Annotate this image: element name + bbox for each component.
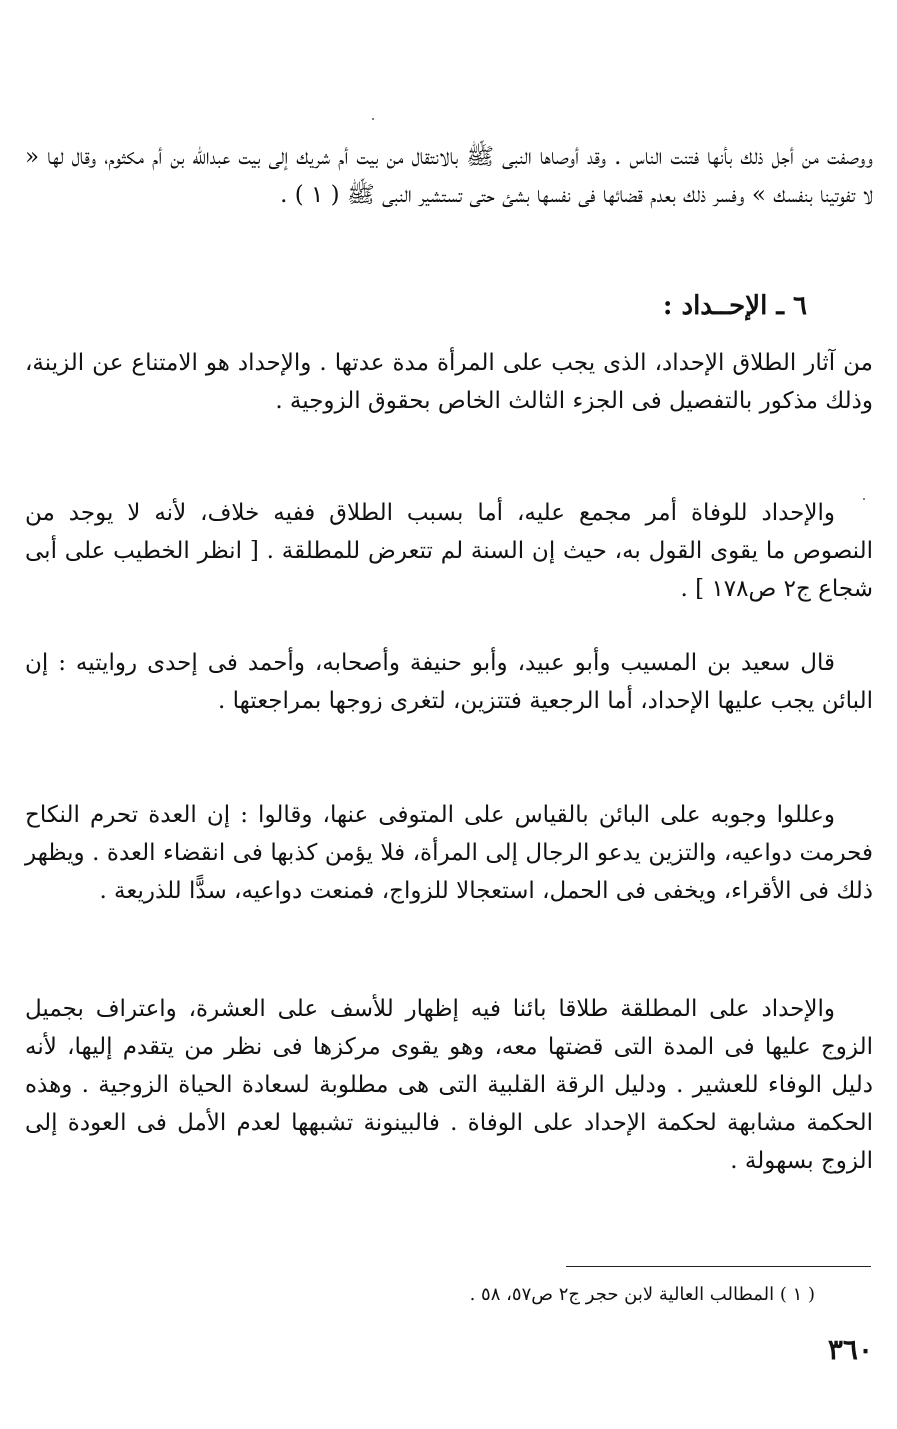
footnote-divider (566, 1266, 871, 1267)
section-heading: ٦ ـ الإحــداد : (662, 291, 807, 321)
paragraph-divorce-mourning: والإحداد للوفاة أمر مجمع عليه، أما بسبب الطلاق ففيه خلاف، لأنه لا يوجد من النصوص ما يقوى القول به، حيث إن السنة لم تتعرض للمطلقة . [ انظر الخطيب على أبى شجاع ج٢ ص١٧٨ ] . (25, 500, 873, 602)
page-number: ٣٦٠ (827, 1333, 873, 1366)
paragraph-scholars-opinion: قال سعيد بن المسيب وأبو عبيد، وأبو حنيفة وأصحابه، وأحمد فى إحدى روايتيه : إن البائن يجب عليها الإحداد، أما الرجعية فتتزين، لتغرى زوجها بمراجعتها . (25, 650, 873, 714)
paragraph-wisdom: والإحداد على المطلقة طلاقا بائنا فيه إظهار للأسف على العشرة، واعتراف بجميل الزوج عليها فى المدة التى قضتها معه، وهو يقوى مركزها فى نظر من يتقدم إليها، لأنه دليل الوفاء للعشير . ودليل الرقة القلبية التى هى مطلوبة لسعادة الحياة الزوجية . وهذه الحكمة مشابهة لحكمة الإحداد على الوفاة . فالبينونة تشبهها لعدم الأمل فى العودة إلى الزوج بسهولة . (25, 996, 873, 1174)
paragraph-intro: ووصفت من أجل ذلك بأنها فتنت الناس . وقد أوصاها النبى ﷺ بالانتقال من بيت أم شريك إلى بيت عبدالله بن أم مكثوم، وقال لها « لا تفوتينا بنفسك » وفسر ذلك بعدم قضائها فى نفسها بشئ حتى تستشير النبى ﷺ ( ١ ) . (25, 144, 873, 208)
footnote: ( ١ ) المطالب العالية لابن حجر ج٢ ص٥٧، ٥٨ . (469, 1284, 815, 1305)
paragraph-definition: من آثار الطلاق الإحداد، الذى يجب على المرأة مدة عدتها . والإحداد هو الامتناع عن الزينة، وذلك مذكور بالتفصيل فى الجزء الثالث الخاص بحقوق الزوجية . (25, 350, 873, 414)
scan-speck (863, 498, 865, 500)
scan-speck (372, 118, 374, 120)
paragraph-reasoning: وعللوا وجوبه على البائن بالقياس على المتوفى عنها، وقالوا : إن العدة تحرم النكاح فحرمت دواعيه، والتزين يدعو الرجال إلى المرأة، فلا يؤمن كذبها فى انقضاء العدة . ويظهر ذلك فى الأقراء، ويخفى فى الحمل، استعجالا للزواج، فمنعت دواعيه، سدًّا للذريعة . (25, 802, 873, 904)
